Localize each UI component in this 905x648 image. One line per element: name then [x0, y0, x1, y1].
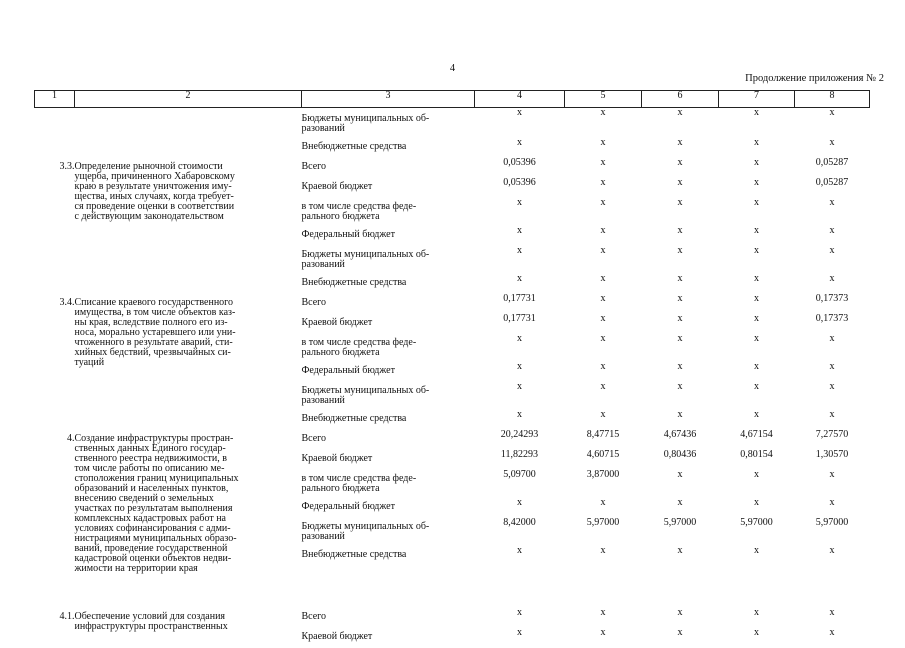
- value-cell: х: [565, 294, 642, 314]
- value-cell: х: [565, 274, 642, 294]
- value-cell: х: [475, 334, 565, 362]
- column-header: 5: [565, 91, 642, 108]
- value-cell: х: [795, 138, 870, 158]
- value-cell: х: [719, 546, 795, 600]
- value-cell: х: [565, 198, 642, 226]
- value-cell: х: [795, 410, 870, 430]
- column-header: 6: [642, 91, 719, 108]
- value-cell: х: [642, 382, 719, 410]
- value-cell: х: [565, 334, 642, 362]
- empty-cell: [75, 108, 302, 139]
- funding-source: в том числе средства феде- рального бюджета: [302, 470, 475, 498]
- value-cell: х: [719, 410, 795, 430]
- value-cell: 5,97000: [565, 518, 642, 546]
- value-cell: 7,27570: [795, 430, 870, 450]
- section-description: Обеспечение условий для создания инфраструктуры пространственных: [75, 608, 302, 648]
- value-cell: х: [475, 138, 565, 158]
- value-cell: 5,09700: [475, 470, 565, 498]
- value-cell: х: [642, 158, 719, 178]
- value-cell: х: [795, 198, 870, 226]
- section-description: Создание инфраструктуры простран- ственных данных Единого государ- ственного реестра недвижимости, в том числе работы по описанию ме- стоположения границ муниципальных образований и населенных пунктов, внесению сведений о земельных участках по результатам выполнения комплексных кадастровых работ на условиях софинансирования с адми- нистрациями муниципальных образо- ваний, проведение государственной кадастровой оценки объектов недви- жимости на территории края: [75, 430, 302, 600]
- value-cell: х: [719, 198, 795, 226]
- value-cell: х: [475, 628, 565, 648]
- value-cell: х: [719, 608, 795, 628]
- section-number: 3.4.: [35, 294, 75, 430]
- table-row: [35, 294, 870, 314]
- value-cell: х: [719, 334, 795, 362]
- value-cell: х: [642, 178, 719, 198]
- value-cell: х: [719, 246, 795, 274]
- value-cell: х: [475, 546, 565, 600]
- value-cell: 0,05396: [475, 158, 565, 178]
- column-number-row: [35, 91, 870, 108]
- value-cell: х: [719, 138, 795, 158]
- value-cell: х: [475, 226, 565, 246]
- value-cell: х: [565, 362, 642, 382]
- value-cell: 11,82293: [475, 450, 565, 470]
- funding-source: Краевой бюджет: [302, 178, 475, 198]
- value-cell: х: [719, 158, 795, 178]
- funding-source: Внебюджетные средства: [302, 410, 475, 430]
- funding-source: Внебюджетные средства: [302, 546, 475, 600]
- value-cell: х: [642, 498, 719, 518]
- value-cell: 5,97000: [795, 518, 870, 546]
- section-description: Определение рыночной стоимости ущерба, причиненного Хабаровскому краю в результате уничтожения иму- щества, иных случаях, когда требует- ся проведение оценки в соответствии с действующим законодательством: [75, 158, 302, 294]
- empty-cell: [35, 138, 75, 158]
- value-cell: х: [795, 246, 870, 274]
- value-cell: х: [719, 274, 795, 294]
- funding-source: Бюджеты муниципальных об- разований: [302, 108, 475, 139]
- value-cell: х: [565, 410, 642, 430]
- value-cell: х: [475, 410, 565, 430]
- value-cell: 1,30570: [795, 450, 870, 470]
- value-cell: х: [565, 314, 642, 334]
- section-number: 4.: [35, 430, 75, 600]
- funding-source: Федеральный бюджет: [302, 498, 475, 518]
- value-cell: 0,05396: [475, 178, 565, 198]
- funding-source: Всего: [302, 430, 475, 450]
- value-cell: х: [719, 226, 795, 246]
- value-cell: 0,17731: [475, 294, 565, 314]
- value-cell: 0,80154: [719, 450, 795, 470]
- value-cell: х: [642, 608, 719, 628]
- funding-source: Краевой бюджет: [302, 450, 475, 470]
- section-number: 3.3.: [35, 158, 75, 294]
- budget-table: [34, 90, 870, 648]
- value-cell: х: [475, 108, 565, 139]
- value-cell: х: [475, 382, 565, 410]
- value-cell: х: [795, 470, 870, 498]
- value-cell: х: [642, 246, 719, 274]
- value-cell: 4,60715: [565, 450, 642, 470]
- funding-source: в том числе средства феде- рального бюджета: [302, 334, 475, 362]
- table-body: [35, 108, 870, 648]
- value-cell: х: [565, 246, 642, 274]
- value-cell: х: [642, 108, 719, 139]
- value-cell: х: [795, 608, 870, 628]
- value-cell: 20,24293: [475, 430, 565, 450]
- value-cell: 0,05287: [795, 158, 870, 178]
- section-number: 4.1.: [35, 608, 75, 648]
- value-cell: 0,17731: [475, 314, 565, 334]
- page-number: 4: [0, 63, 905, 74]
- table-row: [35, 158, 870, 178]
- value-cell: х: [795, 274, 870, 294]
- funding-source: Всего: [302, 608, 475, 628]
- funding-source: Внебюджетные средства: [302, 138, 475, 158]
- section-description: Списание краевого государственного имущества, в том числе объектов каз- ны края, вследствие полного его из- носа, морально устаревшего или уни- чтоженного в результате аварий, сти- хийных бедствий, чрезвычайных си- туаций: [75, 294, 302, 430]
- value-cell: х: [719, 498, 795, 518]
- appendix-continuation-label: Продолжение приложения № 2: [745, 73, 884, 84]
- value-cell: х: [475, 362, 565, 382]
- funding-source: Бюджеты муниципальных об- разований: [302, 382, 475, 410]
- value-cell: х: [642, 294, 719, 314]
- value-cell: х: [565, 226, 642, 246]
- value-cell: х: [642, 334, 719, 362]
- table-row: [35, 138, 870, 158]
- value-cell: х: [642, 138, 719, 158]
- value-cell: х: [795, 382, 870, 410]
- value-cell: х: [565, 498, 642, 518]
- column-header: 2: [75, 91, 302, 108]
- value-cell: х: [642, 546, 719, 600]
- value-cell: х: [475, 274, 565, 294]
- value-cell: х: [475, 246, 565, 274]
- value-cell: 0,80436: [642, 450, 719, 470]
- value-cell: х: [719, 314, 795, 334]
- column-header: 4: [475, 91, 565, 108]
- value-cell: х: [565, 546, 642, 600]
- empty-cell: [75, 138, 302, 158]
- value-cell: 4,67436: [642, 430, 719, 450]
- value-cell: х: [565, 178, 642, 198]
- value-cell: 5,97000: [719, 518, 795, 546]
- value-cell: 0,17373: [795, 294, 870, 314]
- column-header: 1: [35, 91, 75, 108]
- funding-source: в том числе средства феде- рального бюджета: [302, 198, 475, 226]
- empty-cell: [35, 108, 75, 139]
- funding-source: Бюджеты муниципальных об- разований: [302, 246, 475, 274]
- column-header: 3: [302, 91, 475, 108]
- value-cell: х: [719, 178, 795, 198]
- value-cell: х: [795, 108, 870, 139]
- value-cell: х: [719, 294, 795, 314]
- value-cell: 0,17373: [795, 314, 870, 334]
- funding-source: Бюджеты муниципальных об- разований: [302, 518, 475, 546]
- value-cell: х: [795, 362, 870, 382]
- value-cell: 0,05287: [795, 178, 870, 198]
- value-cell: х: [642, 410, 719, 430]
- funding-source: Федеральный бюджет: [302, 226, 475, 246]
- section-gap: [35, 600, 870, 608]
- funding-source: Всего: [302, 294, 475, 314]
- value-cell: х: [795, 334, 870, 362]
- funding-source: Краевой бюджет: [302, 628, 475, 648]
- column-header: 7: [719, 91, 795, 108]
- value-cell: х: [719, 628, 795, 648]
- value-cell: х: [565, 628, 642, 648]
- value-cell: х: [475, 608, 565, 628]
- value-cell: х: [642, 628, 719, 648]
- value-cell: х: [565, 158, 642, 178]
- value-cell: х: [642, 470, 719, 498]
- value-cell: х: [795, 546, 870, 600]
- value-cell: х: [565, 108, 642, 139]
- table-row: [35, 608, 870, 628]
- value-cell: 4,67154: [719, 430, 795, 450]
- value-cell: х: [565, 382, 642, 410]
- value-cell: х: [642, 274, 719, 294]
- value-cell: х: [795, 226, 870, 246]
- funding-source: Федеральный бюджет: [302, 362, 475, 382]
- value-cell: х: [719, 362, 795, 382]
- value-cell: х: [565, 138, 642, 158]
- column-header: 8: [795, 91, 870, 108]
- value-cell: х: [795, 498, 870, 518]
- value-cell: 3,87000: [565, 470, 642, 498]
- value-cell: х: [719, 470, 795, 498]
- gap-cell: [35, 600, 870, 608]
- funding-source: Краевой бюджет: [302, 314, 475, 334]
- table-row: [35, 108, 870, 139]
- funding-source: Внебюджетные средства: [302, 274, 475, 294]
- value-cell: х: [642, 226, 719, 246]
- value-cell: х: [642, 314, 719, 334]
- value-cell: 8,42000: [475, 518, 565, 546]
- funding-source: Всего: [302, 158, 475, 178]
- value-cell: х: [475, 498, 565, 518]
- value-cell: х: [475, 198, 565, 226]
- value-cell: х: [565, 608, 642, 628]
- value-cell: х: [642, 362, 719, 382]
- value-cell: х: [795, 628, 870, 648]
- value-cell: х: [719, 382, 795, 410]
- value-cell: 5,97000: [642, 518, 719, 546]
- value-cell: х: [642, 198, 719, 226]
- table-row: [35, 430, 870, 450]
- value-cell: 8,47715: [565, 430, 642, 450]
- value-cell: х: [719, 108, 795, 139]
